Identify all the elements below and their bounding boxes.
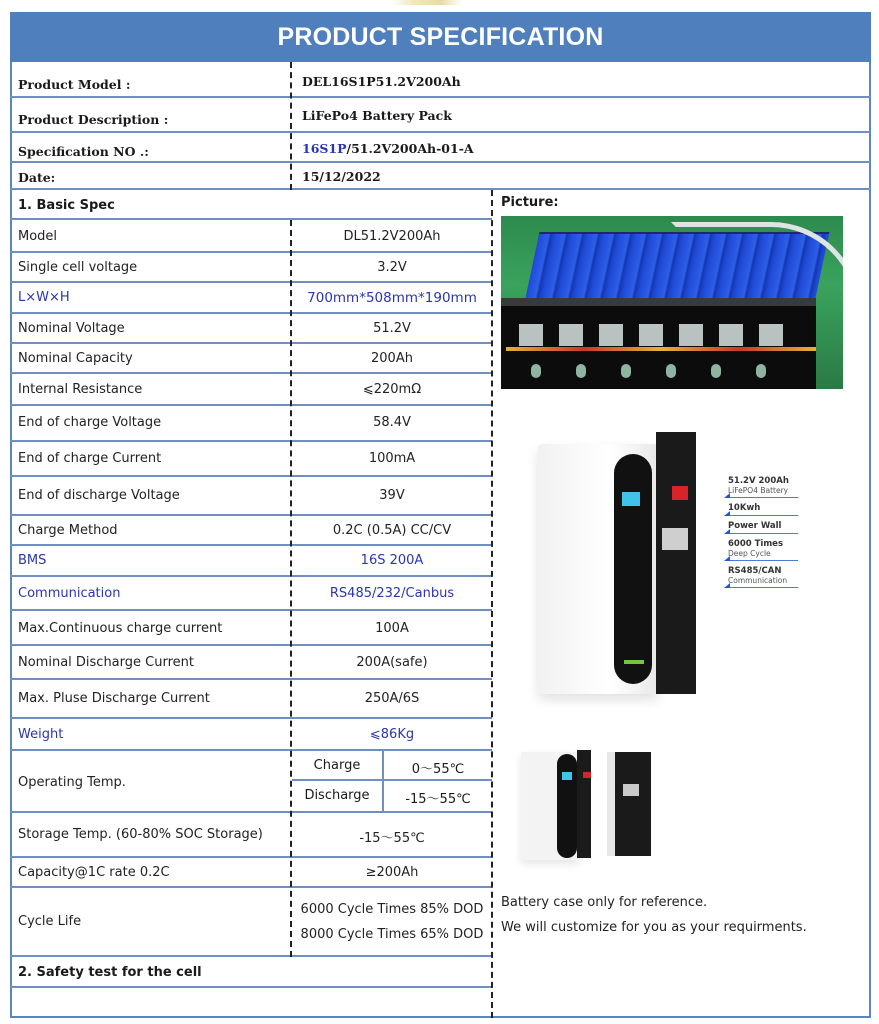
feature-item	[728, 521, 798, 534]
section-safety-test	[10, 957, 492, 988]
spec-row-storage-temp	[10, 813, 492, 858]
product-description-label: Product Description :	[18, 112, 169, 127]
spec-value: 39V	[379, 488, 405, 503]
spec-value: ≥200Ah	[365, 865, 419, 880]
feature-callouts	[728, 476, 798, 593]
spec-key: Operating Temp.	[18, 775, 126, 790]
spec-no-rest: /51.2V200Ah-01-A	[346, 141, 474, 156]
spec-column-divider	[290, 220, 292, 957]
terminal	[599, 324, 623, 346]
spec-value: ⩽86Kg	[369, 727, 415, 742]
battery-case-image	[521, 750, 651, 860]
hole	[756, 364, 766, 378]
case-back	[607, 752, 651, 856]
section-safety-test-title: 2. Safety test for the cell	[18, 965, 202, 980]
spec-key: BMS	[18, 553, 47, 568]
picture-label: Picture:	[501, 195, 559, 210]
spec-row-nominal-discharge	[10, 646, 492, 680]
header-row-date	[10, 163, 871, 190]
spec-value: ⩽220mΩ	[362, 382, 422, 397]
spec-value: 700mm*508mm*190mm	[307, 290, 477, 306]
hole	[531, 364, 541, 378]
case-lcd	[562, 772, 572, 780]
spec-key: Single cell voltage	[18, 260, 138, 275]
date-value: 15/12/2022	[302, 169, 381, 184]
feature-title: Power Wall	[728, 521, 782, 531]
feature-subtitle: Communication	[728, 576, 788, 585]
spec-key: Cycle Life	[18, 914, 82, 929]
header-row-model	[10, 62, 871, 98]
spec-value: DL51.2V200Ah	[343, 229, 441, 244]
case-handle	[623, 784, 639, 796]
brand-logo	[392, 0, 462, 5]
spec-row-end-discharge-voltage	[10, 477, 492, 516]
terminal	[639, 324, 663, 346]
spec-key: Max.Continuous charge current	[18, 621, 223, 636]
spec-value: 58.4V	[373, 415, 411, 430]
product-model-value: DEL16S1P51.2V200Ah	[302, 74, 461, 89]
spec-key: Model	[18, 229, 58, 244]
spec-key: End of charge Current	[18, 451, 162, 466]
header-row-description	[10, 98, 871, 133]
feature-subtitle: LiFePO4 Battery	[728, 486, 789, 495]
terminal	[559, 324, 583, 346]
spec-row-nominal-capacity	[10, 344, 492, 374]
spec-row-end-charge-current	[10, 442, 492, 477]
header-row-spec-no	[10, 133, 871, 163]
note-reference: Battery case only for reference.	[501, 895, 708, 910]
wire	[506, 347, 816, 351]
spec-no-label: Specification NO .:	[18, 144, 149, 159]
section-basic-spec-title: 1. Basic Spec	[18, 198, 115, 213]
discharge-value: -15～55℃	[405, 792, 471, 807]
spec-no-highlight: 16S1P	[302, 141, 347, 156]
cycle-life-line-2: 8000 Cycle Times 65% DOD	[300, 927, 484, 942]
charge-value: 0～55℃	[411, 762, 465, 777]
terminal	[519, 324, 543, 346]
hole	[666, 364, 676, 378]
spec-row-max-continuous-charge	[10, 611, 492, 646]
spec-key: Capacity@1C rate 0.2C	[18, 865, 170, 880]
handle	[662, 528, 688, 550]
spec-key: Communication	[18, 586, 121, 601]
spec-row-operating-temp	[10, 751, 492, 813]
spec-row-nominal-voltage	[10, 314, 492, 344]
powerwall-side	[656, 432, 696, 694]
spec-value: 100mA	[368, 451, 416, 466]
spec-row-cycle-life	[10, 888, 492, 957]
spec-value: 16S 200A	[360, 553, 424, 568]
spec-value: 0.2C (0.5A) CC/CV	[332, 523, 452, 538]
spec-key: L×W×H	[18, 290, 70, 305]
terminal	[679, 324, 703, 346]
spec-value: RS485/232/Canbus	[329, 586, 455, 601]
spec-row-communication	[10, 577, 492, 611]
spec-row-end-charge-voltage	[10, 406, 492, 442]
picture-column-divider	[491, 190, 493, 1018]
spec-row-model	[10, 220, 492, 253]
spec-row-charge-method	[10, 516, 492, 546]
hole	[621, 364, 631, 378]
spec-no-value	[302, 141, 474, 156]
spec-key: Nominal Discharge Current	[18, 655, 194, 670]
discharge-label: Discharge	[304, 788, 370, 803]
spec-key: Charge Method	[18, 523, 118, 538]
feature-item	[728, 476, 798, 498]
note-customize: We will customize for you as your requirments.	[501, 920, 807, 935]
terminal	[719, 324, 743, 346]
charge-label: Charge	[313, 758, 361, 773]
spec-value: 51.2V	[373, 321, 411, 336]
spec-key: Nominal Voltage	[18, 321, 125, 336]
feature-title: RS485/CAN	[728, 566, 782, 576]
feature-title: 6000 Times	[728, 539, 784, 549]
spec-key: Weight	[18, 727, 64, 742]
spec-row-weight	[10, 719, 492, 751]
spec-value: 200A(safe)	[356, 655, 428, 670]
spec-value: 250A/6S	[364, 691, 420, 706]
spec-row-capacity	[10, 858, 492, 888]
feature-title: 51.2V 200Ah	[728, 476, 789, 486]
spec-value: -15～55℃	[359, 831, 425, 846]
date-label: Date:	[18, 170, 56, 185]
hole	[711, 364, 721, 378]
spec-key: End of charge Voltage	[18, 415, 162, 430]
terminal	[759, 324, 783, 346]
spec-row-dimensions	[10, 283, 492, 314]
product-model-label: Product Model :	[18, 77, 131, 92]
feature-item	[728, 566, 798, 588]
spec-row-max-pulse-discharge	[10, 680, 492, 719]
operating-temp-discharge-row	[292, 781, 492, 811]
feature-item	[728, 539, 798, 561]
operating-temp-charge-row	[292, 751, 492, 781]
powerwall-product-image	[538, 432, 698, 696]
product-description-value: LiFePo4 Battery Pack	[302, 108, 452, 123]
feature-item	[728, 503, 798, 516]
spec-value: 100A	[375, 621, 409, 636]
spec-key: Internal Resistance	[18, 382, 143, 397]
brand-mark	[624, 660, 644, 664]
battery-cells-photo	[501, 216, 843, 389]
hole	[576, 364, 586, 378]
power-switch	[672, 486, 688, 500]
feature-title: 10Kwh	[728, 503, 761, 513]
header-divider	[290, 62, 292, 190]
page-title: PRODUCT SPECIFICATION	[10, 12, 871, 62]
spec-row-bms	[10, 546, 492, 577]
spec-key: End of discharge Voltage	[18, 488, 180, 503]
spec-value: 200Ah	[371, 351, 413, 366]
spec-key: Storage Temp. (60-80% SOC Storage)	[18, 827, 263, 842]
spec-key: Nominal Capacity	[18, 351, 133, 366]
powerwall-panel	[614, 454, 652, 684]
spec-key: Max. Pluse Discharge Current	[18, 691, 210, 706]
spec-value: 3.2V	[377, 260, 407, 275]
empty-row	[10, 988, 492, 1018]
feature-subtitle: Deep Cycle	[728, 549, 771, 558]
lcd-screen	[622, 492, 640, 506]
case-panel	[557, 754, 577, 858]
case-switch	[583, 772, 591, 778]
spec-row-internal-resistance	[10, 374, 492, 406]
case-side	[577, 750, 591, 858]
spec-row-cell-voltage	[10, 253, 492, 283]
section-basic-spec	[10, 190, 492, 220]
cycle-life-line-1: 6000 Cycle Times 85% DOD	[300, 902, 484, 917]
